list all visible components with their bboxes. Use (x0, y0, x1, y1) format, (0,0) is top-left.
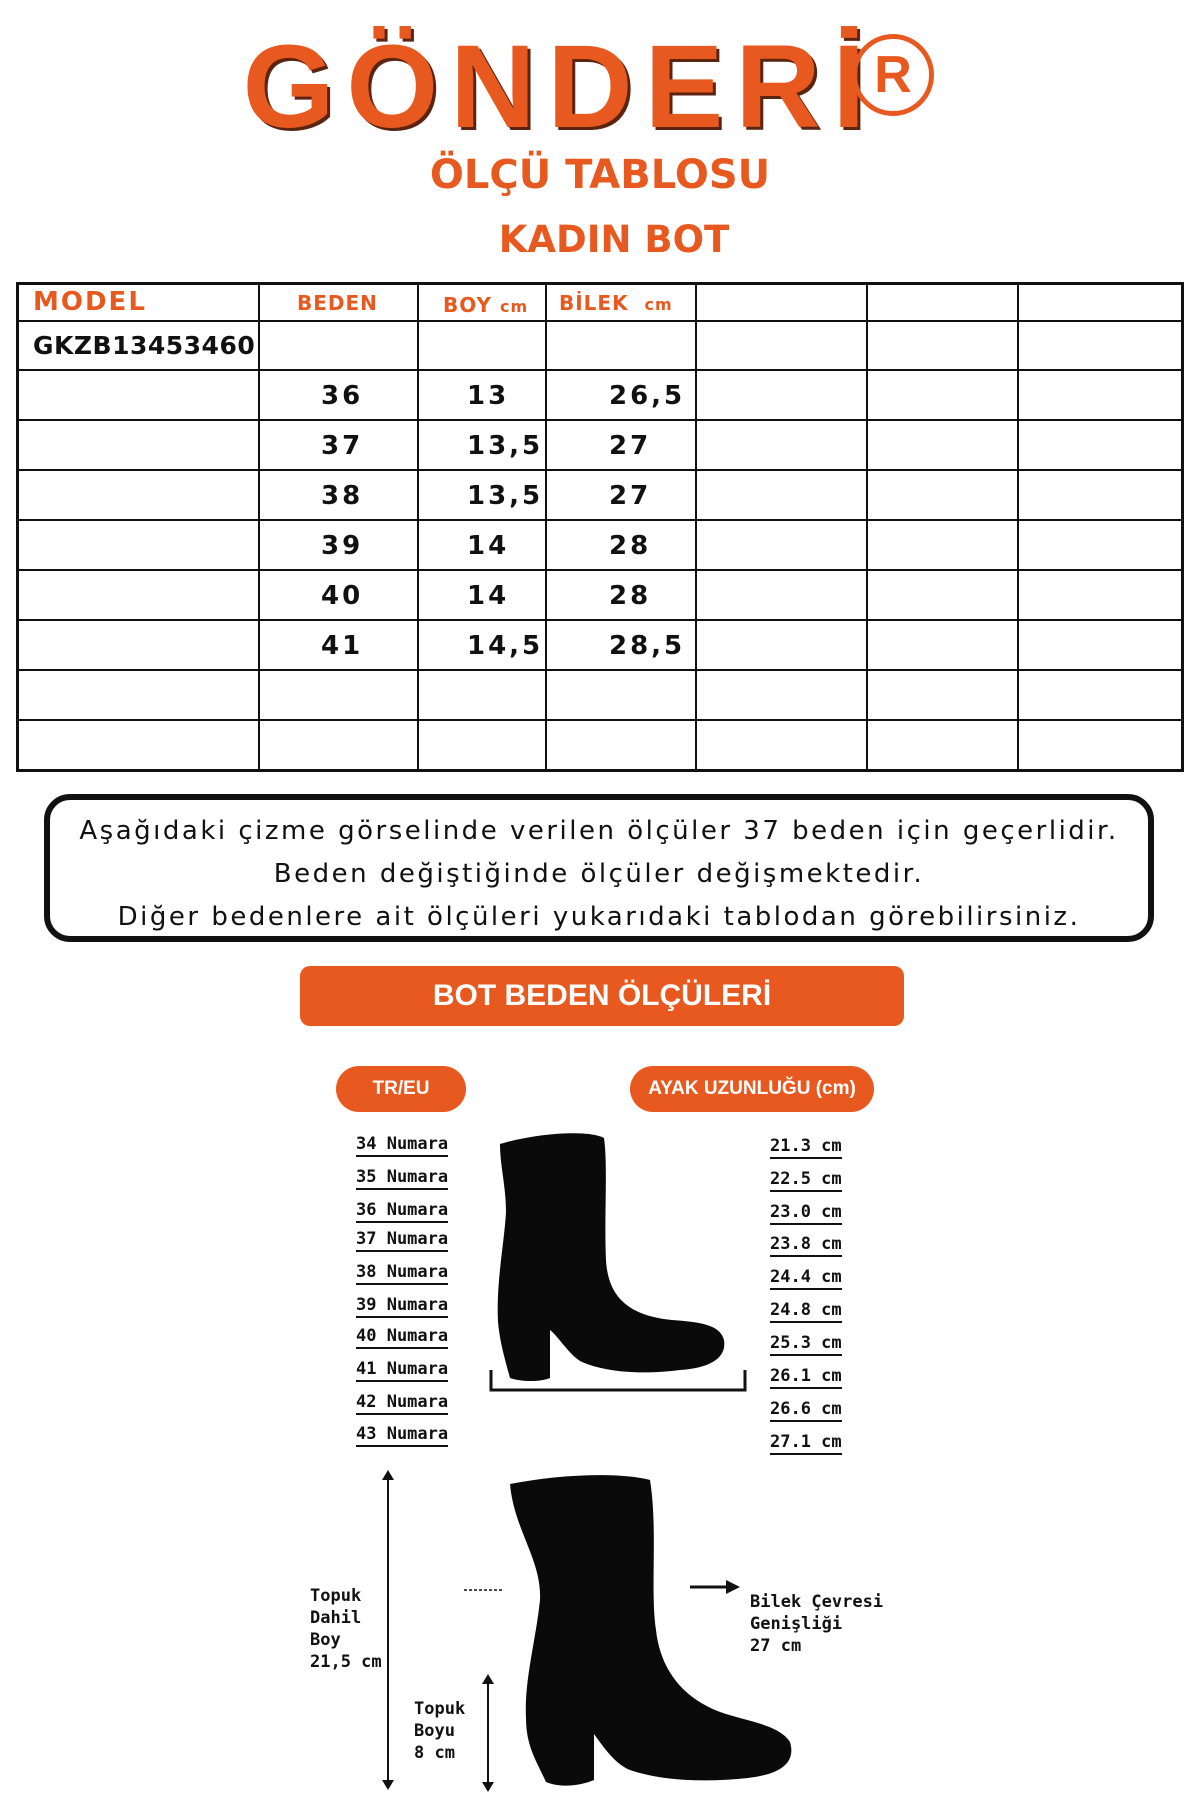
sole-length-bracket (488, 1366, 750, 1396)
chart-title: ÖLÇÜ TABLOSU (429, 152, 771, 198)
table-rule (19, 369, 1181, 371)
size-table (16, 282, 1184, 772)
length-column-label: AYAK UZUNLUĞU (cm) (630, 1066, 874, 1112)
size-item: 36 Numara (356, 1200, 448, 1223)
table-rule (19, 419, 1181, 421)
length-item: 23.0 cm (770, 1202, 842, 1225)
size-cell: 41 (321, 631, 364, 661)
registered-mark: R (852, 34, 934, 116)
note-box (44, 794, 1154, 942)
header-ankle: BİLEK cm (559, 291, 673, 315)
length-cell: 13 (467, 381, 510, 411)
length-cell: 14 (467, 531, 510, 561)
arrow-right-icon (688, 1578, 742, 1596)
size-cell: 40 (321, 581, 364, 611)
size-item: 39 Numara (356, 1295, 448, 1318)
table-rule (258, 285, 260, 769)
brand-name: GÖNDERİ (242, 21, 878, 153)
length-item: 25.3 cm (770, 1333, 842, 1356)
size-item: 41 Numara (356, 1359, 448, 1382)
ankle-cell: 27 (609, 481, 652, 511)
size-cell: 39 (321, 531, 364, 561)
length-cell: 14,5 (467, 631, 544, 661)
table-rule (19, 719, 1181, 721)
model-code: GKZB13453460 (33, 331, 256, 360)
ankle-cell: 28,5 (609, 631, 686, 661)
total-height-label: Topuk Dahil Boy 21,5 cm (310, 1586, 382, 1672)
size-item: 43 Numara (356, 1424, 448, 1447)
table-rule (19, 469, 1181, 471)
brand-logo (0, 21, 1200, 153)
header-size: BEDEN (297, 291, 378, 315)
table-rule (545, 285, 547, 769)
boot-silhouette-icon (480, 1126, 750, 1396)
size-item: 40 Numara (356, 1326, 448, 1349)
length-item: 22.5 cm (770, 1169, 842, 1192)
note-line: Aşağıdaki çizme görselinde verilen ölçüler 37 beden için geçerlidir. (79, 816, 1119, 846)
size-item: 35 Numara (356, 1167, 448, 1190)
ankle-cell: 26,5 (609, 381, 686, 411)
table-rule (19, 519, 1181, 521)
table-rule (417, 285, 419, 769)
table-rule (19, 669, 1181, 671)
size-item: 42 Numara (356, 1392, 448, 1415)
size-cell: 36 (321, 381, 364, 411)
size-cell: 37 (321, 431, 364, 461)
table-rule (695, 285, 697, 769)
length-item: 26.6 cm (770, 1399, 842, 1422)
heel-height-label: Topuk Boyu 8 cm (414, 1699, 466, 1763)
length-item: 21.3 cm (770, 1136, 842, 1159)
size-cell: 38 (321, 481, 364, 511)
ankle-guide-dash (464, 1588, 504, 1592)
double-arrow-icon (478, 1672, 498, 1794)
length-item: 27.1 cm (770, 1432, 842, 1455)
ankle-cell: 28 (609, 531, 652, 561)
note-line: Beden değiştiğinde ölçüler değişmektedir. (273, 859, 925, 889)
ankle-circumference-label: Bilek Çevresi Genişliği 27 cm (750, 1592, 884, 1656)
length-item: 24.8 cm (770, 1300, 842, 1323)
header-length: BOY cm (443, 293, 529, 317)
size-item: 34 Numara (356, 1134, 448, 1157)
ankle-cell: 28 (609, 581, 652, 611)
table-rule (19, 619, 1181, 621)
length-item: 24.4 cm (770, 1267, 842, 1290)
table-rule (1017, 285, 1019, 769)
table-rule (19, 569, 1181, 571)
note-line: Diğer bedenlere ait ölçüleri yukarıdaki tablodan görebilirsiniz. (117, 902, 1081, 932)
size-column-label: TR/EU (336, 1066, 466, 1112)
category-title: KADIN BOT (498, 218, 730, 261)
table-rule (866, 285, 868, 769)
length-cell: 13,5 (467, 431, 544, 461)
size-item: 38 Numara (356, 1262, 448, 1285)
table-rule (19, 320, 1181, 322)
length-cell: 13,5 (467, 481, 544, 511)
ankle-cell: 27 (609, 431, 652, 461)
length-cell: 14 (467, 581, 510, 611)
size-guide-banner: BOT BEDEN ÖLÇÜLERİ (300, 966, 904, 1026)
length-item: 23.8 cm (770, 1234, 842, 1257)
length-item: 26.1 cm (770, 1366, 842, 1389)
header-model: MODEL (33, 287, 147, 317)
size-item: 37 Numara (356, 1229, 448, 1252)
